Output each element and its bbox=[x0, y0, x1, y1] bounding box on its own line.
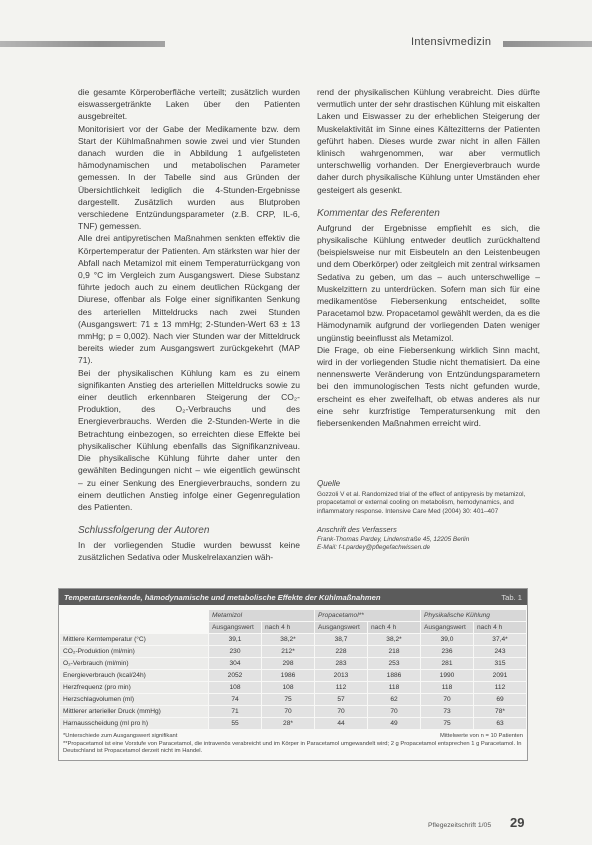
row-value: 71 bbox=[209, 706, 261, 717]
author-heading: Anschrift des Verfassers bbox=[317, 524, 397, 534]
footnote-significance: *Unterschiede zum Ausgangswert signifikant bbox=[63, 733, 178, 739]
row-label: Harnausscheidung (ml pro h) bbox=[60, 718, 208, 729]
row-value: 118 bbox=[421, 682, 473, 693]
page-number: 29 bbox=[510, 815, 525, 830]
body-paragraph: Bei der physikalischen Kühlung kam es zu einem signifikanten Anstieg des arteriellen Mitteldrucks sowie zu einer deutlich erkennbaren Steigerung der CO₂-Produktion, des O₂-Verbrauchs und des Energieverbrauchs. Werden die 2-Stunden-Werte in die Betrachtung einbezogen, so erreichten diese Effekte bei physikalischer Kühlung ebenfalls das Signifikanzniveau. Die physikalische Kühlung führte daher unter den gewählten Bedingungen nicht – wie eigentlich gewünscht – zu einer Senkung des Energieverbrauchs, sondern zu einem deutlichen Anstieg infolge einer Gegenregulation des Patienten. bbox=[78, 367, 300, 512]
row-value: 62 bbox=[368, 694, 420, 705]
source-block bbox=[317, 479, 540, 552]
row-label: Herzschlagvolumen (ml) bbox=[60, 694, 208, 705]
row-value: 70 bbox=[368, 706, 420, 717]
subheader-4h: nach 4 h bbox=[474, 622, 526, 633]
row-value: 38,2* bbox=[368, 634, 420, 645]
row-value: 218 bbox=[368, 646, 420, 657]
row-value: 212* bbox=[262, 646, 314, 657]
row-value: 75 bbox=[421, 718, 473, 729]
subheader-4h: nach 4 h bbox=[368, 622, 420, 633]
table-title-bar bbox=[59, 589, 527, 605]
body-paragraph: die gesamte Körperoberfläche verteilt; zusätzlich wurden eiswassergetränkte Laken über den Patienten ausgebreitet. bbox=[78, 87, 300, 122]
row-label: Mittlerer arterieller Druck (mmHg) bbox=[60, 706, 208, 717]
row-value: 228 bbox=[315, 646, 367, 657]
table-row bbox=[60, 670, 526, 681]
right-column bbox=[317, 86, 540, 429]
row-value: 63 bbox=[474, 718, 526, 729]
row-value: 2091 bbox=[474, 670, 526, 681]
row-value: 38,7 bbox=[315, 634, 367, 645]
row-value: 108 bbox=[262, 682, 314, 693]
subheader-baseline: Ausgangswert bbox=[209, 622, 261, 633]
left-column bbox=[78, 86, 300, 564]
table-row bbox=[60, 634, 526, 645]
row-value: 315 bbox=[474, 658, 526, 669]
footnote-propacetamol: **Propacetamol ist eine Vorstufe von Paracetamol, die intravenös verabreicht und im Körper in Paracetamol umgewandelt wird; 2 g Propacetamol entsprechen 1 g Paracetamol. In Deutschland ist Propacetamol derzeit nicht im Handel. bbox=[63, 740, 522, 755]
row-value: 112 bbox=[474, 682, 526, 693]
table-footnotes bbox=[59, 730, 527, 756]
row-value: 78* bbox=[474, 706, 526, 717]
row-value: 304 bbox=[209, 658, 261, 669]
header-rule-left bbox=[0, 41, 165, 47]
row-value: 1986 bbox=[262, 670, 314, 681]
body-paragraph: In der vorliegenden Studie wurden bewusst keine zusätzlichen Sedativa oder Muskelrelaxanzien wäh- bbox=[78, 540, 300, 563]
row-value: 112 bbox=[315, 682, 367, 693]
row-value: 49 bbox=[368, 718, 420, 729]
row-value: 2052 bbox=[209, 670, 261, 681]
row-value: 70 bbox=[262, 706, 314, 717]
row-value: 39,0 bbox=[421, 634, 473, 645]
subheader-baseline: Ausgangswert bbox=[315, 622, 367, 633]
group-header-metamizol: Metamizol bbox=[209, 610, 314, 621]
group-header-cooling: Physikalische Kühlung bbox=[421, 610, 526, 621]
row-value: 2013 bbox=[315, 670, 367, 681]
table-title: Temperatursenkende, hämodynamische und metabolische Effekte der Kühlmaßnahmen bbox=[64, 592, 381, 602]
table-box bbox=[58, 588, 528, 761]
journal-issue: Pflegezeitschrift 1/05 bbox=[428, 822, 492, 829]
body-paragraph: rend der physikalischen Kühlung verabreicht. Dies dürfte vermutlich unter der sehr drastischen Kühlung mit eiskalten Laken und Eiswasser zu der erheblichen Steigerung der Muskelaktivität im Sinne eines Kältezitterns der Patienten geführt haben. Dieses wurde zwar nicht in allen Fällen klinisch wahrgenommen, war aber vermutlich unterschwellig vorhanden. Der Energieverbrauch wurde daher durch physikalische Kühlung unter Umständen eher gesteigert als gesenkt. bbox=[317, 87, 540, 195]
row-value: 28* bbox=[262, 718, 314, 729]
subheader-4h: nach 4 h bbox=[262, 622, 314, 633]
row-value: 283 bbox=[315, 658, 367, 669]
body-paragraph: Alle drei antipyretischen Maßnahmen senkten effektiv die Körpertemperatur der Patienten. Am stärksten war hier der Abfall nach Metamizol mit einem Temperaturrückgang von 0,9 °C im Vergleich zum Ausgangswert. Diese Substanz führte jedoch auch zu einem deutlichen Rückgang der Diurese, offenbar als Folge einer signifikanten Senkung des arteriellen Mitteldrucks nach zwei Stunden (Ausgangswert: 71 ± 13 mmHg; 2-Stunden-Wert 63 ± 13 mmHg; p = 0,002). Nach vier Stunden war der Mitteldruck bereits wieder zum Ausgangswert zurückgekehrt (MAP 71). bbox=[78, 233, 300, 366]
row-label: Mittlere Kerntemperatur (°C) bbox=[60, 634, 208, 645]
row-value: 1886 bbox=[368, 670, 420, 681]
row-value: 57 bbox=[315, 694, 367, 705]
source-heading: Quelle bbox=[317, 479, 341, 488]
subheader-baseline: Ausgangswert bbox=[421, 622, 473, 633]
group-header-propacetamol: Propacetamol** bbox=[315, 610, 420, 621]
source-citation: Gozzoli V et al. Randomized trial of the effect of antipyresis by metamizol, propacetamol or external cooling on metabolism, hemodynamics, and inflammatory response. Intensive Care Med (2004) 30: 401–407 bbox=[317, 491, 526, 515]
row-value: 281 bbox=[421, 658, 473, 669]
table-row bbox=[60, 646, 526, 657]
row-value: 73 bbox=[421, 706, 473, 717]
table-group-header-row bbox=[60, 610, 526, 621]
row-value: 230 bbox=[209, 646, 261, 657]
row-value: 298 bbox=[262, 658, 314, 669]
row-label: Herzfrequenz (pro min) bbox=[60, 682, 208, 693]
row-value: 70 bbox=[421, 694, 473, 705]
row-value: 253 bbox=[368, 658, 420, 669]
body-paragraph: Die Frage, ob eine Fiebersenkung wirklich Sinn macht, wird in der vorliegenden Studie nicht thematisiert. Da eine nennenswerte Veränderung von Entzündungsparametern bei den immunologischen Tests nicht gefunden wurde, erscheint es eher zweifelhaft, ob etwas anderes als nur eine sehr kurzfristige Temperatursenkung mit den fiebersenkenden Maßnahmen erreicht wird. bbox=[317, 344, 540, 429]
row-value: 38,2* bbox=[262, 634, 314, 645]
row-value: 44 bbox=[315, 718, 367, 729]
table-row bbox=[60, 658, 526, 669]
row-label: CO₂-Produktion (ml/min) bbox=[60, 646, 208, 657]
section-heading-commentary: Kommentar des Referenten bbox=[317, 207, 440, 219]
author-email[interactable]: E-Mail: f-t.pardey@pflegefachwissen.de bbox=[317, 544, 431, 552]
row-label: Energieverbrauch (kcal/24h) bbox=[60, 670, 208, 681]
table-subheader-row bbox=[60, 622, 526, 633]
body-paragraph: Aufgrund der Ergebnisse empfiehlt es sich, die physikalische Kühlung entweder deutlich zurückhaltend (beispielsweise nur mit Eisbeuteln an den Leistenbeugen und dem Oberkörper) oder zeitgleich mit zentral wirksamen Sedativa zu geben, um das – auch unterschwellige – Muskelzittern zu unterdrücken. Sofern man sich für eine medikamentöse Fiebersenkung entscheidet, sollte Paracetamol bzw. Propacetamol gewählt werden, da es die Hämodynamik aufgrund der vorliegenden Daten weniger ungünstig beeinflusst als Metamizol. bbox=[317, 222, 541, 343]
row-value: 69 bbox=[474, 694, 526, 705]
table-corner bbox=[60, 610, 208, 621]
section-title: Intensivmedizin bbox=[411, 36, 492, 48]
row-value: 37,4* bbox=[474, 634, 526, 645]
row-value: 55 bbox=[209, 718, 261, 729]
table-row bbox=[60, 706, 526, 717]
row-value: 1990 bbox=[421, 670, 473, 681]
section-heading-conclusion: Schlussfolgerung der Autoren bbox=[78, 525, 210, 537]
row-value: 70 bbox=[315, 706, 367, 717]
row-value: 75 bbox=[262, 694, 314, 705]
row-label: O₂-Verbrauch (ml/min) bbox=[60, 658, 208, 669]
table-corner bbox=[60, 622, 208, 633]
header-rule-right bbox=[503, 41, 592, 47]
author-address: Frank-Thomas Pardey, Lindenstraße 45, 12205 Berlin bbox=[317, 535, 470, 543]
row-value: 39,1 bbox=[209, 634, 261, 645]
footnote-sample-size: Mittelwerte von n = 10 Patienten bbox=[440, 733, 523, 739]
data-table bbox=[59, 609, 527, 730]
row-value: 243 bbox=[474, 646, 526, 657]
table-body bbox=[60, 634, 526, 729]
body-paragraph: Monitorisiert vor der Gabe der Medikamente bzw. dem Start der Kühlmaßnahmen sowie zwei und vier Stunden danach wurden die in Abbildung 1 aufgelisteten hämodynamischen und metabolischen Parameter gemessen. In der Tabelle sind aus Gründen der Übersichtlichkeit lediglich die 4-Stunden-Ergebnisse dargestellt. Zusätzlich wurden aus Blutproben verschiedene Entzündungsparameter (z.B. CRP, IL-6, TNF) gemessen. bbox=[78, 123, 300, 232]
row-value: 74 bbox=[209, 694, 261, 705]
row-value: 118 bbox=[368, 682, 420, 693]
table-label: Tab. 1 bbox=[501, 592, 522, 602]
table-row bbox=[60, 694, 526, 705]
row-value: 236 bbox=[421, 646, 473, 657]
table-row bbox=[60, 718, 526, 729]
row-value: 108 bbox=[209, 682, 261, 693]
table-row bbox=[60, 682, 526, 693]
